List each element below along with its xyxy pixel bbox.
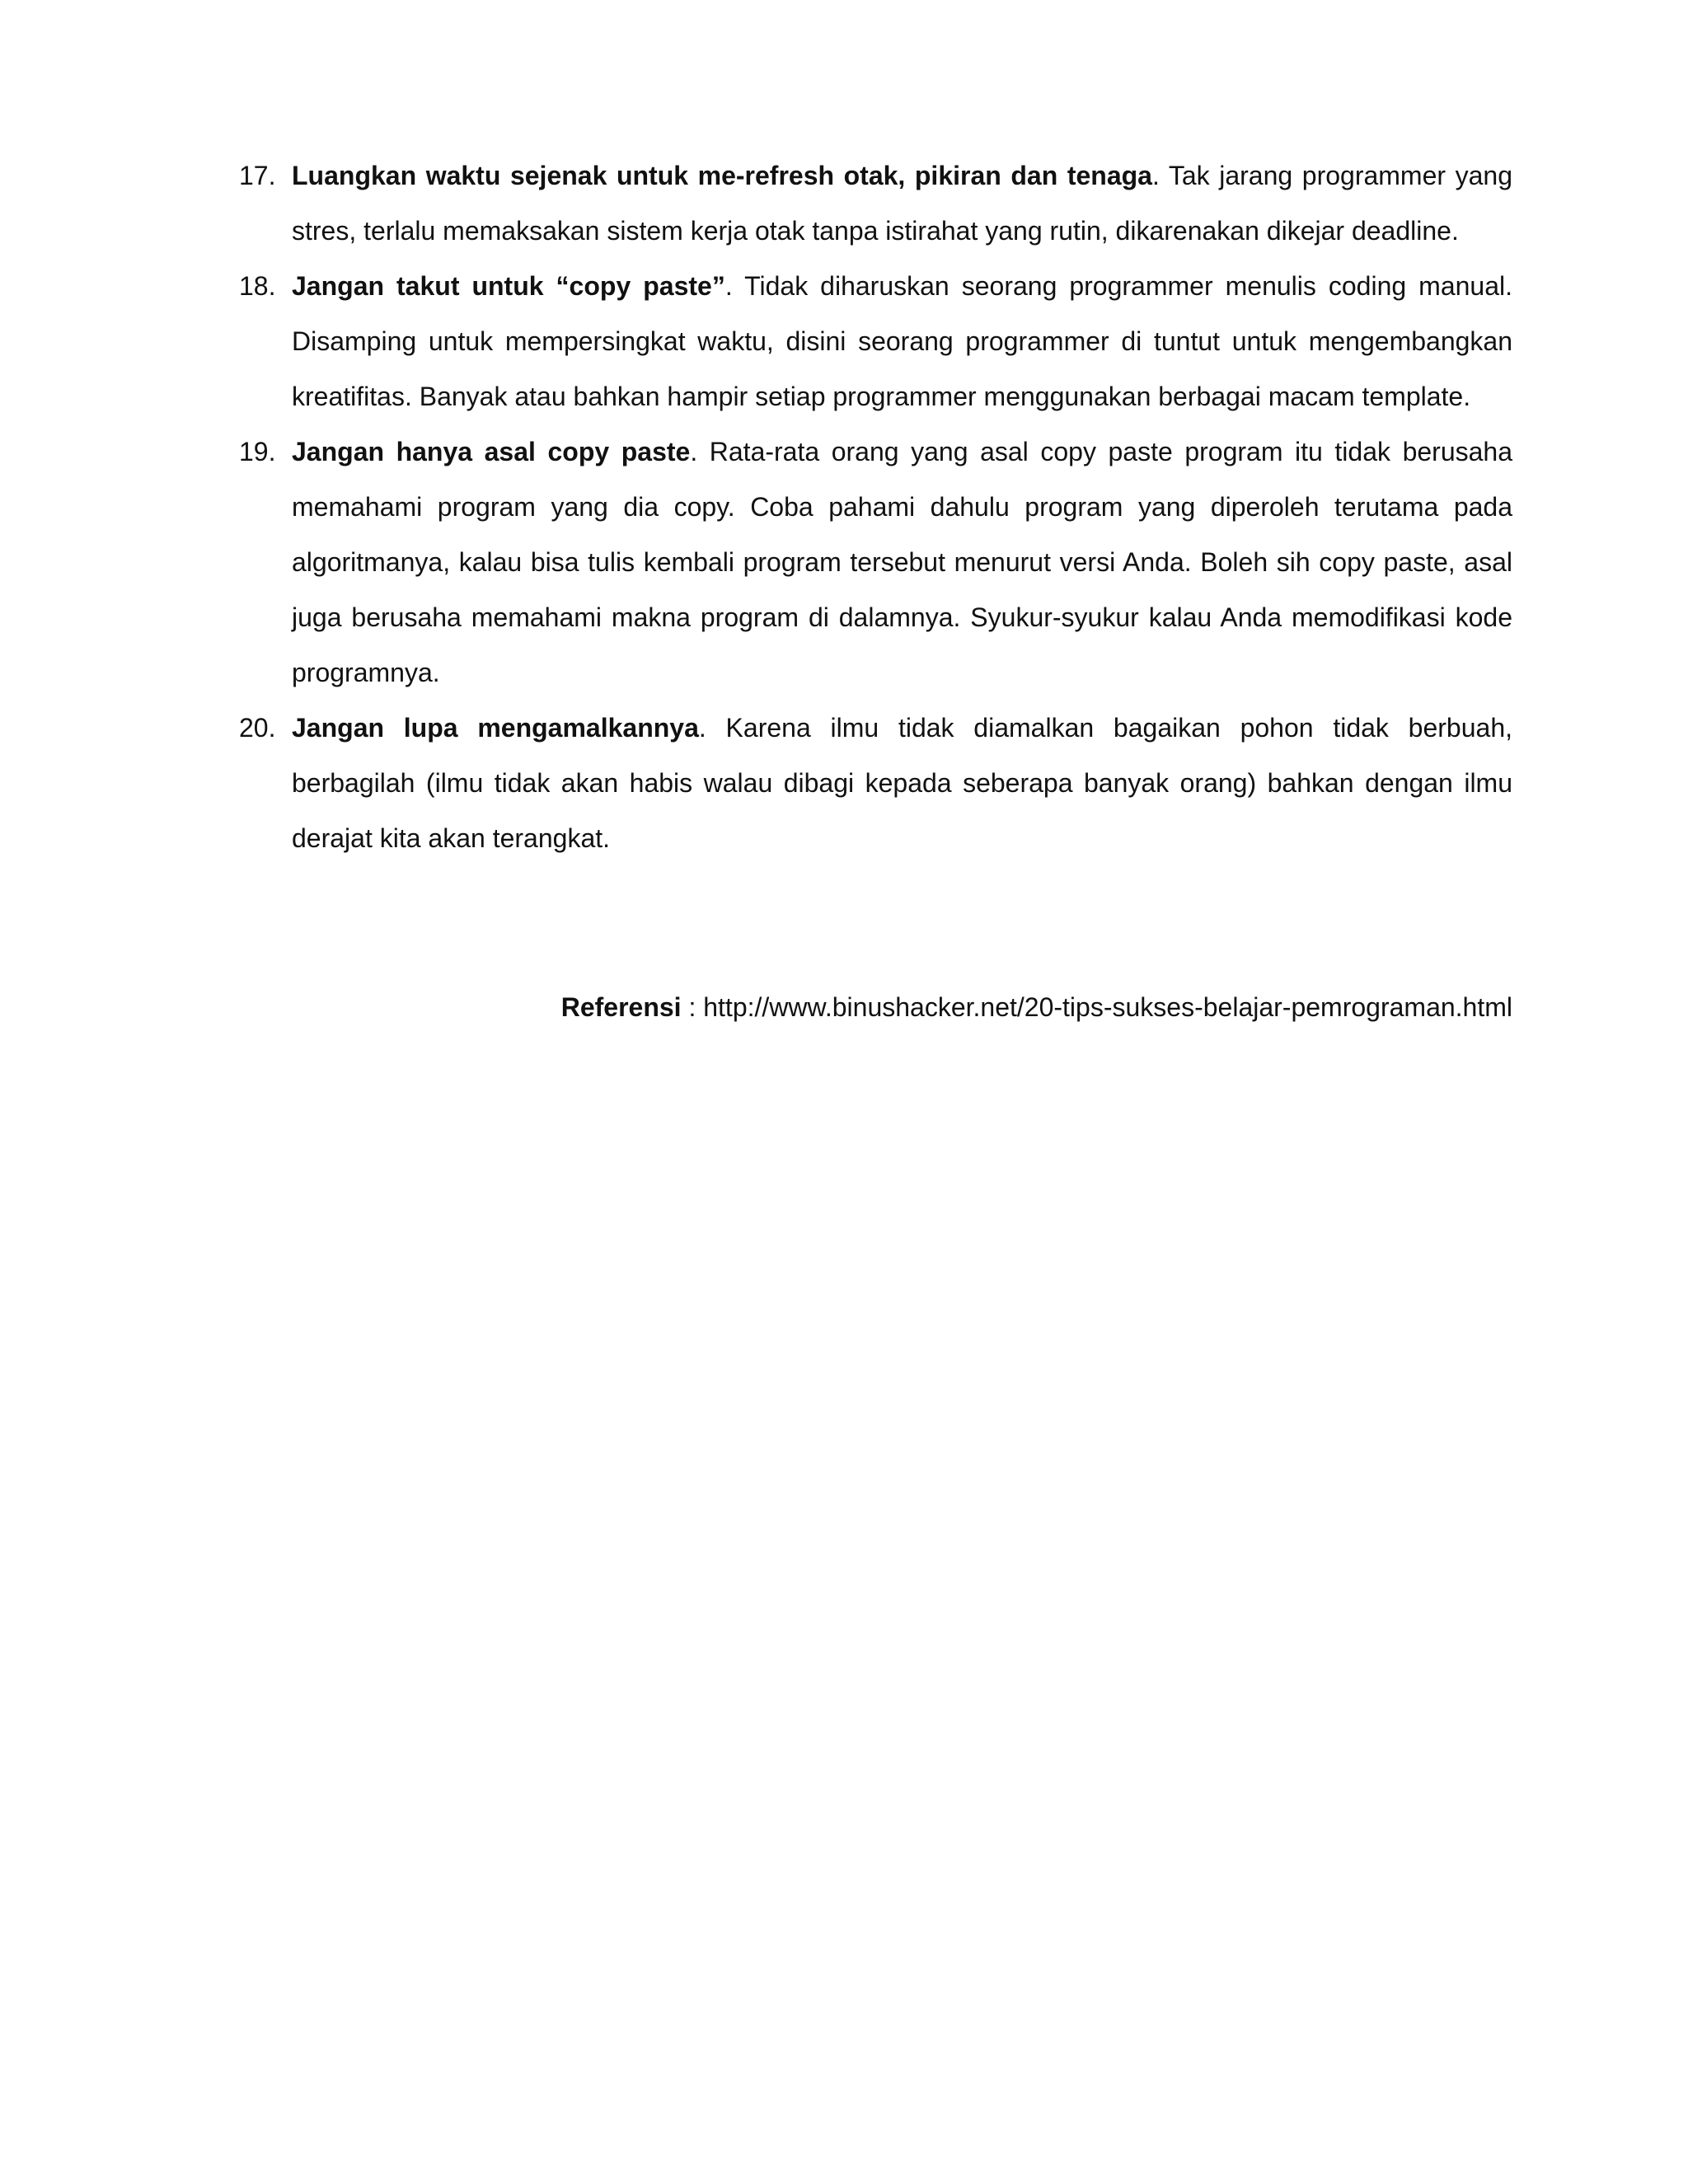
list-item: [239, 424, 1512, 701]
tips-list: [239, 148, 1512, 866]
reference-url: http://www.binushacker.net/20-tips-sukses-belajar-pemrograman.html: [703, 992, 1512, 1022]
reference-line: [292, 986, 1512, 1029]
list-item: [239, 259, 1512, 424]
item-lead: Jangan hanya asal copy paste: [292, 437, 691, 466]
item-lead: Jangan takut untuk “copy paste”: [292, 271, 725, 301]
reference-label: Referensi: [560, 992, 682, 1022]
item-lead: Luangkan waktu sejenak untuk me-refresh otak, pikiran dan tenaga: [292, 161, 1152, 190]
item-number: 20.: [239, 713, 276, 743]
list-item: [239, 148, 1512, 259]
item-number: 17.: [239, 161, 276, 190]
reference-separator: :: [681, 992, 704, 1022]
item-text: . Karena ilmu tidak diamalkan bagaikan pohon tidak berbuah, berbagilah (ilmu tidak akan habis walau dibagi kepada seberapa banyak orang) bahkan dengan ilmu derajat kita akan terangkat.: [292, 713, 1513, 853]
item-number: 19.: [239, 437, 276, 466]
list-item: [239, 701, 1512, 866]
item-text: . Rata-rata orang yang asal copy paste program itu tidak berusaha memahami program yang dia copy. Coba pahami dahulu program yang diperoleh terutama pada algoritmanya, kalau bisa tulis kembali program tersebut menurut versi Anda. Boleh sih copy paste, asal juga berusaha memahami makna program di dalamnya. Syukur-syukur kalau Anda memodifikasi kode programnya.: [292, 437, 1513, 687]
item-number: 18.: [239, 271, 276, 301]
item-lead: Jangan lupa mengamalkannya: [292, 713, 699, 743]
item-text: . Tak jarang programmer yang stres, terlalu memaksakan sistem kerja otak tanpa istirahat yang rutin, dikarenakan dikejar deadline.: [292, 161, 1513, 246]
item-text: . Tidak diharuskan seorang programmer menulis coding manual. Disamping untuk mempersingkat waktu, disini seorang programmer di tuntut untuk mengembangkan kreatifitas. Banyak atau bahkan hampir setiap programmer menggunakan berbagai macam template.: [292, 271, 1513, 411]
